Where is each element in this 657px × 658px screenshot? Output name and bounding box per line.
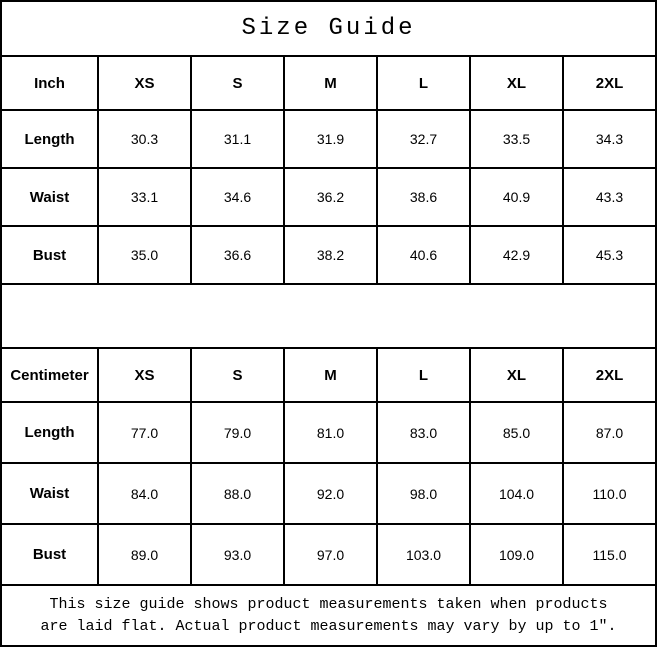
- measurement-value: 97.0: [284, 524, 377, 585]
- size-header-l: L: [377, 348, 470, 402]
- measurement-label: Length: [1, 110, 98, 168]
- footer-note-line1: This size guide shows product measurements taken when products: [49, 595, 608, 613]
- size-header-2xl: 2XL: [563, 348, 656, 402]
- size-header-xl: XL: [470, 56, 563, 110]
- inch-waist-row: [1, 168, 656, 226]
- measurement-value: 42.9: [470, 226, 563, 284]
- title-row: [1, 1, 656, 56]
- measurement-value: 31.9: [284, 110, 377, 168]
- measurement-label: Waist: [1, 168, 98, 226]
- cm-bust-row: [1, 524, 656, 585]
- measurement-value: 110.0: [563, 463, 656, 524]
- size-header-s: S: [191, 56, 284, 110]
- measurement-label: Waist: [1, 463, 98, 524]
- inch-length-row: [1, 110, 656, 168]
- inch-header-row: [1, 56, 656, 110]
- size-header-l: L: [377, 56, 470, 110]
- unit-header-centimeter: Centimeter: [1, 348, 98, 402]
- measurement-value: 88.0: [191, 463, 284, 524]
- size-header-xs: XS: [98, 56, 191, 110]
- measurement-value: 98.0: [377, 463, 470, 524]
- measurement-label: Bust: [1, 226, 98, 284]
- size-header-m: M: [284, 56, 377, 110]
- measurement-value: 77.0: [98, 402, 191, 463]
- size-header-xs: XS: [98, 348, 191, 402]
- measurement-value: 87.0: [563, 402, 656, 463]
- page-title: Size Guide: [1, 1, 656, 56]
- cm-length-row: [1, 402, 656, 463]
- footer-row: [1, 585, 656, 646]
- measurement-value: 32.7: [377, 110, 470, 168]
- measurement-value: 103.0: [377, 524, 470, 585]
- measurement-value: 83.0: [377, 402, 470, 463]
- unit-header-inch: Inch: [1, 56, 98, 110]
- size-header-s: S: [191, 348, 284, 402]
- measurement-value: 89.0: [98, 524, 191, 585]
- size-header-xl: XL: [470, 348, 563, 402]
- size-header-2xl: 2XL: [563, 56, 656, 110]
- measurement-value: 30.3: [98, 110, 191, 168]
- measurement-label: Length: [1, 402, 98, 463]
- measurement-value: 31.1: [191, 110, 284, 168]
- measurement-value: 33.1: [98, 168, 191, 226]
- measurement-value: 38.2: [284, 226, 377, 284]
- measurement-value: 104.0: [470, 463, 563, 524]
- measurement-value: 43.3: [563, 168, 656, 226]
- measurement-value: 34.6: [191, 168, 284, 226]
- footer-note-line2: are laid flat. Actual product measurements may vary by up to 1″.: [40, 617, 617, 635]
- measurement-value: 93.0: [191, 524, 284, 585]
- size-header-m: M: [284, 348, 377, 402]
- cm-waist-row: [1, 463, 656, 524]
- measurement-value: 33.5: [470, 110, 563, 168]
- measurement-value: 115.0: [563, 524, 656, 585]
- measurement-value: 84.0: [98, 463, 191, 524]
- measurement-value: 92.0: [284, 463, 377, 524]
- measurement-value: 40.9: [470, 168, 563, 226]
- measurement-value: 85.0: [470, 402, 563, 463]
- measurement-value: 45.3: [563, 226, 656, 284]
- footer-note: [1, 585, 656, 646]
- centimeter-header-row: [1, 348, 656, 402]
- measurement-value: 38.6: [377, 168, 470, 226]
- measurement-value: 40.6: [377, 226, 470, 284]
- measurement-label: Bust: [1, 524, 98, 585]
- spacer-row: [1, 284, 656, 348]
- inch-bust-row: [1, 226, 656, 284]
- measurement-value: 34.3: [563, 110, 656, 168]
- measurement-value: 36.2: [284, 168, 377, 226]
- measurement-value: 36.6: [191, 226, 284, 284]
- measurement-value: 35.0: [98, 226, 191, 284]
- spacer-cell: [1, 284, 656, 348]
- measurement-value: 109.0: [470, 524, 563, 585]
- measurement-value: 81.0: [284, 402, 377, 463]
- measurement-value: 79.0: [191, 402, 284, 463]
